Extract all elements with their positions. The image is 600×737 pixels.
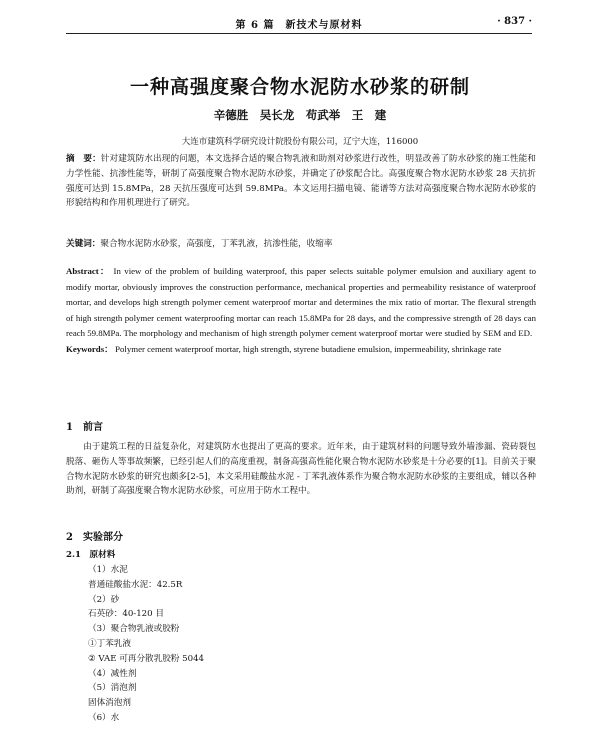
article-affiliation: 大连市建筑科学研究设计院股份有限公司，辽宁大连，116000	[181, 137, 419, 147]
keywords-cn-label: 关键词：	[66, 239, 101, 249]
materials-item: ①丁苯乳液	[88, 638, 131, 649]
section-1-paragraph: 由于建筑工程的日益复杂化，对建筑防水也提出了更高的要求。近年来，由于建筑材料的问题导致外墙渗漏、瓷砖裂包脱落、砸伤人等事故频繁，已经引起人们的高度重视，制备高强高性能化聚合物水泥防水砂浆是十分必要的[1]。目前关于聚合物水泥防水砂浆的研究也颇多[2-5]，本文采用硅酸盐水泥 - 丁苯乳液体系作为聚合物水泥防水砂浆的主要组成，辅以各种助剂，研制了高强度聚合物水泥防水砂浆，可应用于防水工程中。	[66, 442, 536, 497]
materials-item: ② VAE 可再分散乳胶粉 5044	[88, 653, 205, 664]
materials-item: （1）水泥	[88, 565, 128, 575]
header-divider	[66, 33, 532, 34]
materials-item: 固体消泡剂	[88, 698, 131, 709]
materials-item: （3）聚合物乳液或胶粉	[88, 624, 180, 635]
abstract-en	[66, 264, 536, 358]
materials-item: 石英砂：40-120 目	[88, 609, 164, 620]
section-2-heading: 2 实验部分	[66, 532, 123, 543]
keywords-cn-text: 聚合物水泥防水砂浆，高强度，丁苯乳液，抗渗性能，收缩率	[100, 239, 333, 249]
running-header-title: 第 6 篇 新技术与原材料	[235, 20, 363, 31]
keywords-cn	[66, 237, 536, 252]
abstract-en-text: In view of the problem of building waterproof, this paper selects suitable polymer emulsion and auxiliary agent to modify mortar, obviously improves the construction performance, mechanical properties and permeability resistance of waterproof mortar, and develops high strength polymer cement waterproof mortar and determines the mix ratio of mortar. The flexural strength of high strength polymer cement waterproofing mortar can reach 15.8MPa for 28 days, and the compressive strength of 28 days can reach 59.8MPa. The morphology and mechanism of high strength polymer cement waterproof mortar were studied by SEM and ED.	[66, 266, 536, 339]
section-1-heading: 1 前言	[66, 422, 103, 433]
materials-item: （6）水	[88, 712, 120, 723]
materials-item: 普通硅酸盐水泥：42.5R	[88, 579, 183, 590]
abstract-en-label: Abstract：	[66, 266, 111, 276]
materials-item: （2）砂	[88, 594, 120, 605]
running-header	[66, 16, 532, 34]
materials-item: （5）消泡剂	[88, 683, 137, 694]
abstract-cn-label: 摘 要：	[66, 154, 101, 164]
materials-item: （4）减性剂	[88, 668, 137, 679]
keywords-en-label: Keywords：	[66, 343, 113, 354]
page-number: · 837 ·	[497, 16, 532, 27]
article-title: 一种高强度聚合物水泥防水砂浆的研制	[129, 76, 470, 98]
article-authors: 辛德胜 吴长龙 苟武举 王 建	[213, 108, 387, 122]
section-2-1-heading: 2.1 原材料	[66, 550, 116, 560]
abstract-cn-text: 针对建筑防水出现的问题，本文选择合适的聚合物乳液和助剂对砂浆进行改性，明显改善了防水砂浆的施工性能和力学性能、抗渗性能等，研制了高强度聚合物水泥防水砂浆，并确定了砂浆配合比。高强度聚合物水泥防水砂浆 28 天抗折强度可达到 15.8MPa，28 天抗压强度可达到 59.8MPa。本文运用扫描电镜、能谱等方法对高强度聚合物水泥防水砂浆的形貌结构和作用机理进行了研究。	[66, 154, 536, 209]
keywords-en-text: Polymer cement waterproof mortar, high strength, styrene butadiene emulsion, impermeability, shrinkage rate	[115, 343, 502, 354]
materials-list	[88, 563, 204, 726]
abstract-cn	[66, 152, 536, 211]
